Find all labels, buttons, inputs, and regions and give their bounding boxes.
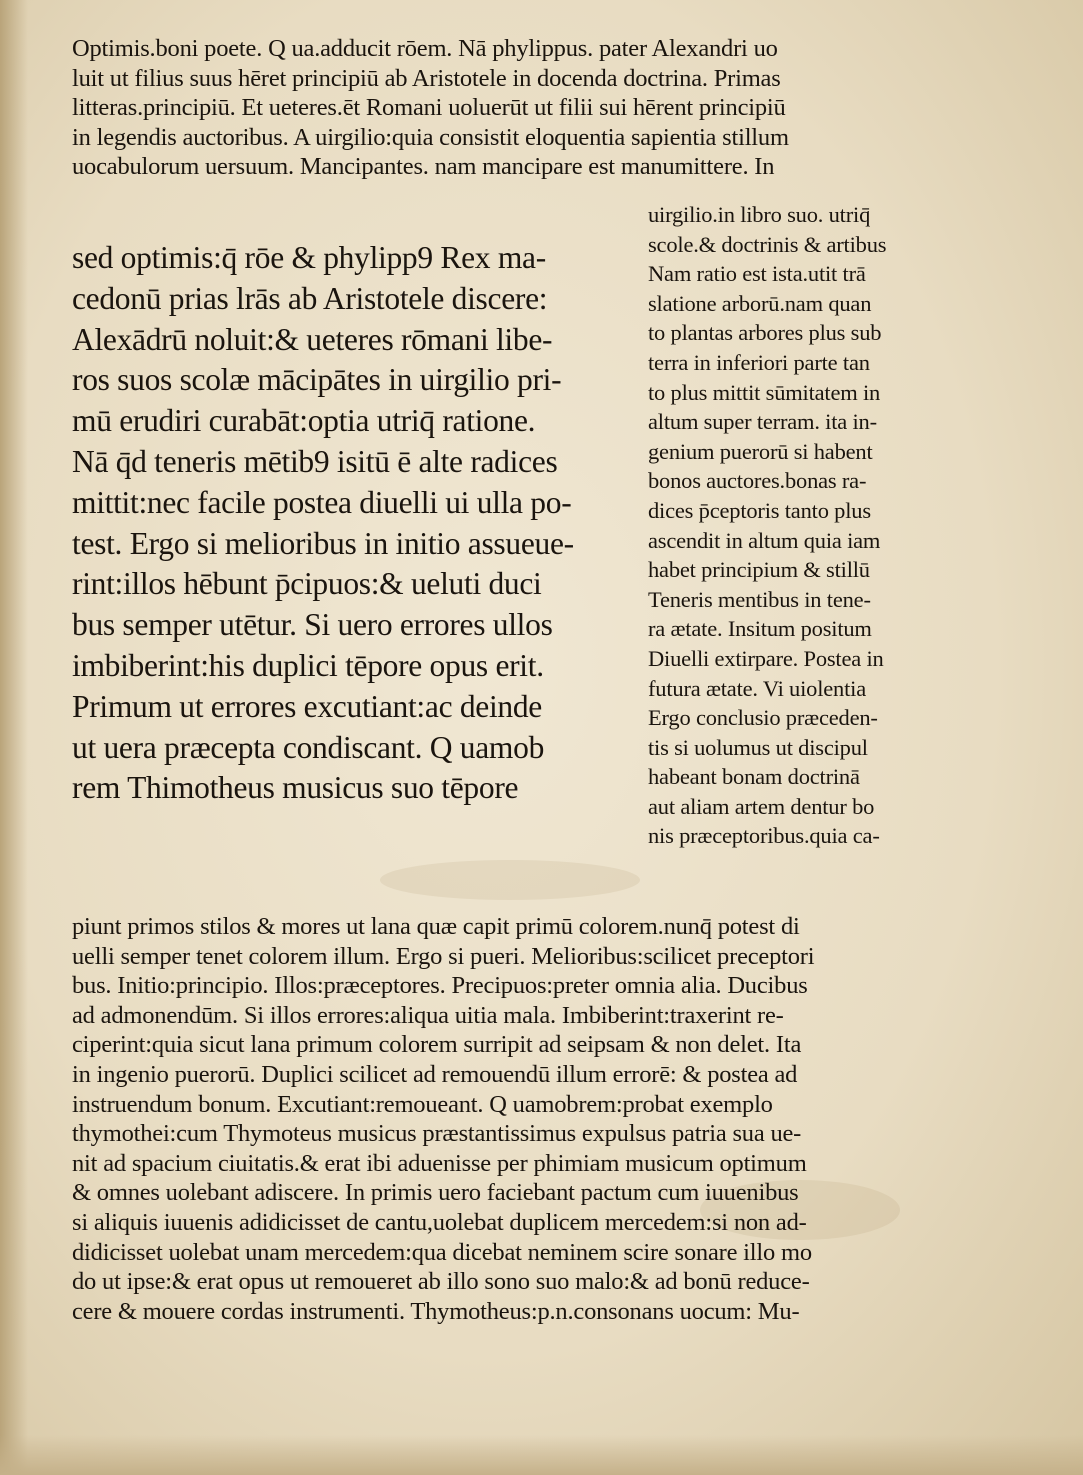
- main-text-line: ros suos scolæ mācipātes in uirgilio pri-: [72, 362, 562, 398]
- gloss-line: Ergo conclusio præceden-: [648, 705, 878, 731]
- commentary-line: cere & mouere cordas instrumenti. Thymotheus:p.n.consonans uocum: Mu-: [72, 1297, 800, 1325]
- gloss-line: ra ætate. Insitum positum: [648, 616, 872, 642]
- commentary-line: luit ut filius suus hēret principiū ab Aristotele in docenda doctrina. Primas: [72, 64, 781, 92]
- gloss-line: habeant bonam doctrinā: [648, 764, 860, 790]
- commentary-line: si aliquis iuuenis adidicisset de cantu,uolebat duplicem mercedem:si non ad-: [72, 1208, 807, 1236]
- commentary-line: do ut ipse:& erat opus ut remoueret ab illo sono suo malo:& ad bonū reduce-: [72, 1268, 810, 1296]
- gloss-line: bonos auctores.bonas ra-: [648, 468, 867, 494]
- main-text-line: Primum ut errores excutiant:ac deinde: [72, 688, 542, 724]
- commentary-line: uelli semper tenet colorem illum. Ergo si pueri. Melioribus:scilicet preceptori: [72, 942, 815, 970]
- main-text-line: ut uera præcepta condiscant. Q uamob: [72, 729, 545, 765]
- commentary-line: ad admonendūm. Si illos errores:aliqua uitia mala. Imbiberint:traxerint re-: [72, 1001, 784, 1029]
- main-text-line: imbiberint:his duplici tēpore opus erit.: [72, 647, 544, 683]
- page-edge-shadow: [0, 0, 28, 1475]
- gloss-line: aut aliam artem dentur bo: [648, 793, 875, 819]
- commentary-line: instruendum bonum. Excutiant:remoueant. Q uamobrem:probat exemplo: [72, 1090, 773, 1118]
- gloss-line: uirgilio.in libro suo. utriq̄: [648, 202, 871, 227]
- gloss-line: Teneris mentibus in tene-: [648, 586, 871, 612]
- gloss-line: futura ætate. Vi uiolentia: [648, 675, 866, 701]
- commentary-line: nit ad spacium ciuitatis.& erat ibi aduenisse per phimiam musicum optimum: [72, 1149, 807, 1177]
- paper-stain: [380, 860, 640, 900]
- gloss-line: scole.& doctrinis & artibus: [648, 231, 887, 257]
- gloss-line: terra in inferiori parte tan: [648, 349, 870, 375]
- main-text-line: mittit:nec facile postea diuelli ui ulla po-: [72, 484, 572, 520]
- gloss-line: Diuelli extirpare. Postea in: [648, 645, 884, 671]
- commentary-line: uocabulorum uersuum. Mancipantes. nam mancipare est manumittere. In: [72, 153, 775, 181]
- main-text-line: rint:illos hēbunt p̄cipuos:& ueluti duci: [72, 566, 542, 602]
- main-text-line: Alexādrū noluit:& ueteres rōmani libe-: [72, 321, 553, 357]
- commentary-line: Optimis.boni poete. Q ua.adducit rōem. Nā phylippus. pater Alexandri uo: [72, 35, 778, 62]
- gloss-line: altum super terram. ita in-: [648, 409, 877, 435]
- main-text-line: test. Ergo si melioribus in initio assueue-: [72, 525, 574, 561]
- main-text-line: Nā q̄d teneris mētib9 isitū ē alte radices: [72, 443, 558, 479]
- gloss-line: habet principium & stillū: [648, 557, 870, 583]
- gloss-line: Nam ratio est ista.utit trā: [648, 261, 866, 287]
- gloss-line: slatione arborū.nam quan: [648, 290, 872, 316]
- commentary-bottom: [72, 912, 972, 1326]
- commentary-line: didicisset uolebat unam mercedem:qua dicebat neminem scire sonare illo mo: [72, 1238, 812, 1266]
- main-text-line: sed optimis:q̄ rōe & phylipp9 Rex ma-: [72, 240, 546, 275]
- commentary-top: [72, 34, 972, 182]
- gloss-line: to plantas arbores plus sub: [648, 320, 882, 346]
- commentary-line: thymothei:cum Thymoteus musicus præstantissimus expulsus patria sua ue-: [72, 1120, 802, 1148]
- main-text-line: rem Thimotheus musicus suo tēpore: [72, 770, 519, 806]
- commentary-line: bus. Initio:principio. Illos:præceptores. Precipuos:preter omnia alia. Ducibus: [72, 972, 808, 1000]
- gloss-line: genium puerorū si habent: [648, 438, 873, 464]
- commentary-line: ciperint:quia sicut lana primum colorem surripit ad seipsam & non delet. Ita: [72, 1031, 802, 1059]
- commentary-line: in ingenio puerorū. Duplici scilicet ad remouendū illum errorē: & postea ad: [72, 1060, 798, 1088]
- gloss-line: to plus mittit sūmitatem in: [648, 379, 881, 405]
- main-text-line: cedonū prias lrās ab Aristotele discere:: [72, 280, 548, 316]
- gloss-line: tis si uolumus ut discipul: [648, 734, 868, 760]
- gloss-line: nis præceptoribus.quia ca-: [648, 823, 880, 849]
- page-bottom-shadow: [0, 1435, 1083, 1475]
- commentary-line: in legendis auctoribus. A uirgilio:quia consistit eloquentia sapientia stillum: [72, 123, 789, 151]
- gloss-line: dices p̄ceptoris tanto plus: [648, 497, 871, 523]
- main-text-line: mū erudiri curabāt:optia utriq̄ ratione.: [72, 403, 536, 439]
- commentary-line: piunt primos stilos & mores ut lana quæ capit primū colorem.nunq̄ potest di: [72, 913, 800, 940]
- gloss-line: ascendit in altum quia iam: [648, 527, 881, 553]
- commentary-line: & omnes uolebant adiscere. In primis uero faciebant pactum cum iuuenibus: [72, 1179, 799, 1207]
- side-gloss: [648, 200, 978, 851]
- main-text-line: bus semper utētur. Si uero errores ullos: [72, 607, 553, 643]
- main-text-block: [72, 238, 632, 809]
- commentary-line: litteras.principiū. Et ueteres.ēt Romani uoluerūt ut filii sui hērent principiū: [72, 94, 786, 122]
